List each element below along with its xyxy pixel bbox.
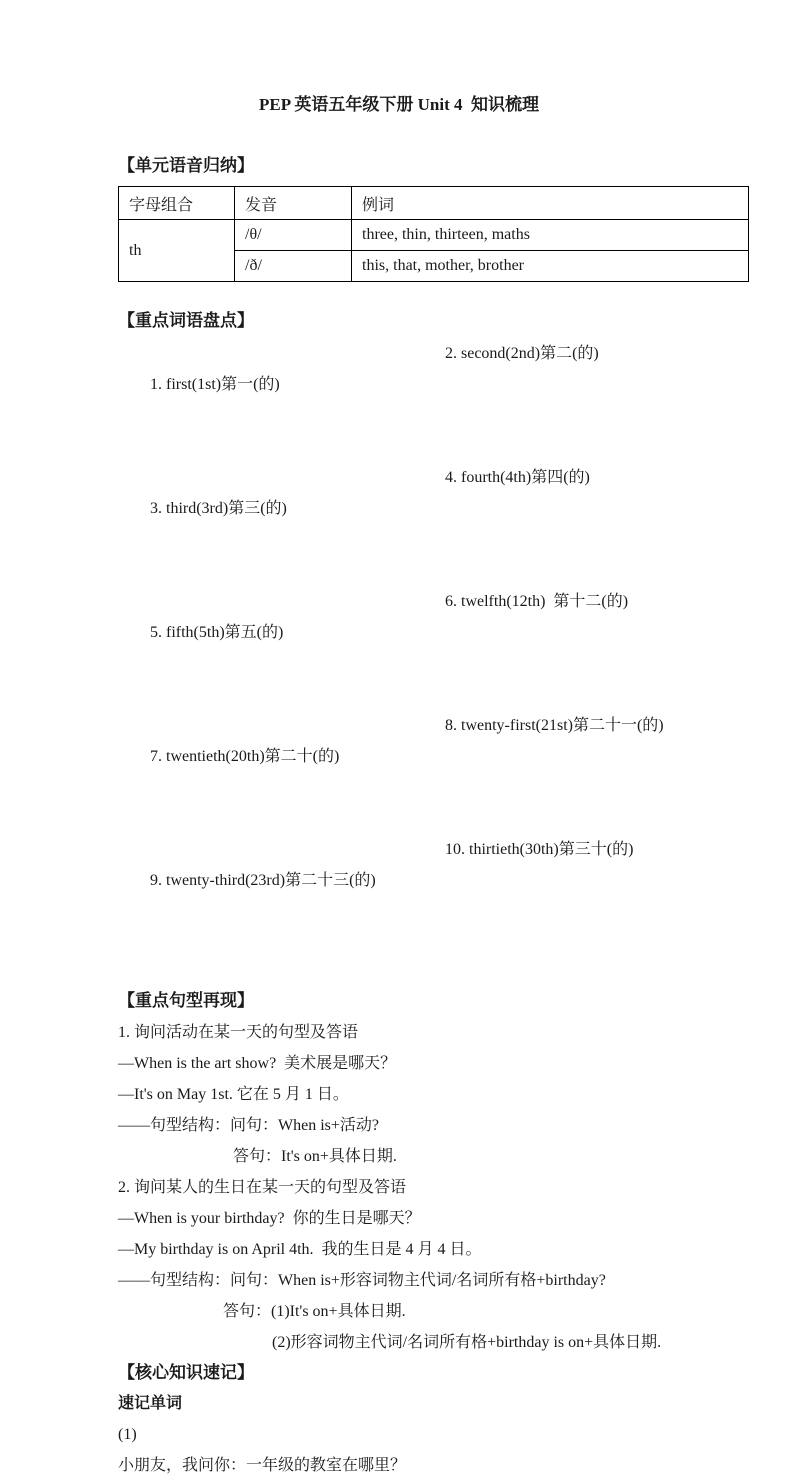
core-subheading: 速记单词 — [118, 1395, 183, 1412]
key-words-heading: 【重点词语盘点】 — [118, 311, 254, 330]
page-title: PEP 英语五年级下册 Unit 4 知识梳理 — [258, 95, 540, 114]
key-words-list — [118, 338, 680, 958]
word-item: 6. twelfth(12th) 第十二(的) — [445, 593, 629, 610]
core-line1: 小朋友，我问你：一年级的教室在哪里？ — [118, 1457, 407, 1474]
sentence-item1-structure-answer: 答句：It's on+具体日期. — [233, 1148, 397, 1165]
word-row — [118, 710, 680, 834]
sentence-item2-answer: —My birthday is on April 4th. 我的生日是 4 月 4 日。 — [118, 1241, 482, 1258]
word-item: 5. fifth(5th)第五(的) — [150, 624, 284, 641]
word-row — [118, 338, 680, 462]
key-sentences-block — [118, 1017, 680, 1358]
section-key-sentences — [118, 992, 680, 1358]
phonics-pronunciation-1: /θ/ — [235, 220, 352, 251]
phonics-examples-1: three, thin, thirteen, maths — [352, 220, 749, 251]
phonics-table-header-row — [119, 187, 749, 220]
sentence-item1-answer: —It's on May 1st. 它在 5 月 1 日。 — [118, 1086, 349, 1103]
phonics-pronunciation-2: /ð/ — [235, 251, 352, 282]
section-core-knowledge — [118, 1364, 680, 1481]
phonics-examples-2: this, that, mother, brother — [352, 251, 749, 282]
sentence-item1-question: —When is the art show? 美术展是哪天？ — [118, 1055, 397, 1072]
word-row — [118, 586, 680, 710]
core-item-number: (1) — [118, 1426, 137, 1443]
phonics-table — [118, 186, 749, 282]
sentence-item2-structure-answer-2: (2)形容词物主代词/名词所有格+birthday is on+具体日期. — [272, 1334, 662, 1351]
sentence-item2-question: —When is your birthday? 你的生日是哪天？ — [118, 1210, 421, 1227]
word-item: 8. twenty-first(21st)第二十一(的) — [445, 717, 664, 734]
word-item: 1. first(1st)第一(的) — [150, 376, 280, 393]
word-item: 10. thirtieth(30th)第三十(的) — [445, 841, 634, 858]
section-phonics — [118, 157, 680, 282]
word-row — [118, 462, 680, 586]
word-item: 3. third(3rd)第三(的) — [150, 500, 287, 517]
sentence-item2-structure-question: ——句型结构：问句：When is+形容词物主代词/名词所有格+birthday? — [118, 1272, 606, 1289]
phonics-table-row — [119, 220, 749, 251]
core-knowledge-heading: 【核心知识速记】 — [118, 1363, 254, 1382]
section-key-words — [118, 312, 680, 958]
phonics-heading: 【单元语音归纳】 — [118, 156, 254, 175]
phonics-header-pronunciation: 发音 — [235, 187, 352, 220]
key-sentences-heading: 【重点句型再现】 — [118, 991, 254, 1010]
word-row — [118, 834, 680, 958]
sentence-item1-structure-question: ——句型结构：问句：When is+活动? — [118, 1117, 380, 1134]
word-item: 7. twentieth(20th)第二十(的) — [150, 748, 340, 765]
phonics-header-examples: 例词 — [352, 187, 749, 220]
sentence-item2-structure-answer-1: 答句：(1)It's on+具体日期. — [223, 1303, 406, 1320]
word-item: 2. second(2nd)第二(的) — [445, 345, 599, 362]
phonics-header-letter-group: 字母组合 — [119, 187, 235, 220]
sentence-item1-intro: 1. 询问活动在某一天的句型及答语 — [118, 1024, 359, 1041]
word-item: 9. twenty-third(23rd)第二十三(的) — [150, 872, 376, 889]
word-item: 4. fourth(4th)第四(的) — [445, 469, 590, 486]
phonics-letter-group: th — [119, 220, 235, 282]
sentence-item2-intro: 2. 询问某人的生日在某一天的句型及答语 — [118, 1179, 407, 1196]
